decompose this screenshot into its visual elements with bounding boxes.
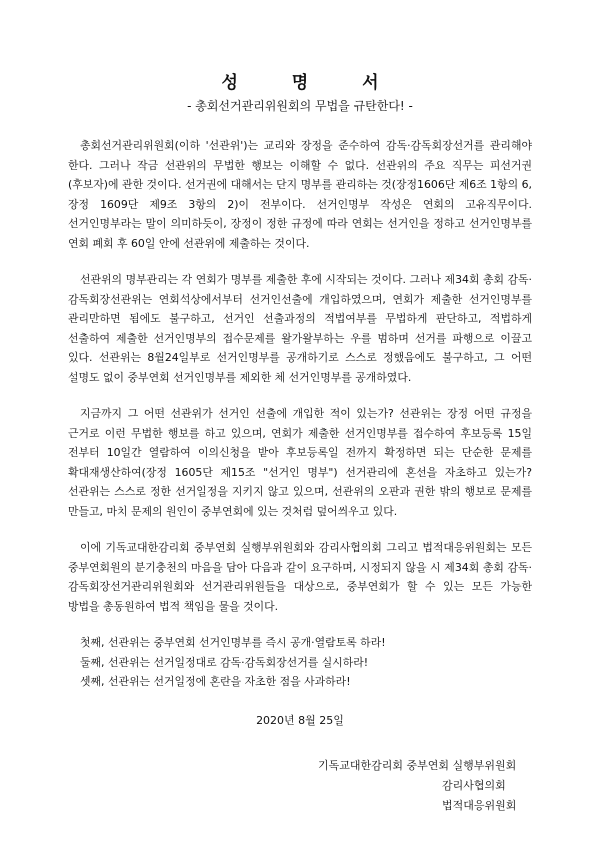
document-date: 2020년 8월 25일 bbox=[256, 713, 344, 727]
demand-1: 첫째, 선관위는 중부연회 선거인명부를 즉시 공개·열람토록 하라! bbox=[80, 636, 386, 649]
document-title: 성 명 서 bbox=[221, 73, 403, 93]
paragraph-4: 이에 기독교대한감리회 중부연회 실행부위원회와 감리사협의회 그리고 법적대응위원회는 모든 중부연회원의 분기충천의 마음을 담아 다음과 같이 요구하며, 시정되지 않을 시 제34회 총회 감독·감독회장선거관리위원회와 선거관리위원들을 대상으로, 중부연회가 할 수 있는 모든 가능한 방법을 총동원하여 법적 책임을 물을 것이다. bbox=[68, 541, 532, 613]
signer-superintendents-council: 감리사협의회 bbox=[442, 778, 506, 792]
demand-2: 둘째, 선관위는 선거일정대로 감독·감독회장선거를 실시하라! bbox=[80, 655, 369, 669]
document-subtitle: - 총회선거관리위원회의 무법을 규탄한다! - bbox=[187, 99, 413, 113]
demand-3: 셋째, 선관위는 선거일정에 혼란을 자초한 점을 사과하라! bbox=[80, 675, 351, 688]
paragraph-2: 선관위의 명부관리는 각 연회가 명부를 제출한 후에 시작되는 것이다. 그러나 제34회 총회 감독·감독회장선관위는 연회석상에서부터 선거인선출에 개입하였으며, 연회가 제출한 선거인명부를 관리만하면 됨에도 불구하고, 선거인 선출과정의 적법여부를 무법하게 판단하고, 적법하게 선출하여 제출한 선거인명부의 접수문제를 왈가왈부하는 우를 범하며 선거를 파행으로 이끌고 있다. 선관위는 8월24일부로 선거인명부를 공개하기로 스스로 정했음에도 불구하고, 그 어떤 설명도 없이 중부연회 선거인명부를 제외한 체 선거인명부를 공개하였다. bbox=[68, 273, 532, 384]
demand-list bbox=[80, 633, 532, 692]
signer-executive-committee: 기독교대한감리회 중부연회 실행부위원회 bbox=[318, 758, 517, 772]
signer-block bbox=[318, 756, 532, 816]
paragraph-3: 지금까지 그 어떤 선관위가 선거인 선출에 개입한 적이 있는가? 선관위는 장정 어떤 규정을 근거로 이런 무법한 행보를 하고 있으며, 연회가 제출한 선거인명부를 접수하여 후보등록 15일 전부터 10일간 열람하여 이의신청을 받아 후보등록일 전까지 확정하면 되는 단순한 문제를 확대재생산하여(장정 1605단 제15조 "선거인 명부") 선거관리에 혼선을 자초하고 있는가? 선관위는 스스로 정한 선거일정을 지키지 않고 있으며, 선관위의 오판과 권한 밖의 행보로 문제를 만들고, 마치 문제의 원인이 중부연회에 있는 것처럼 덮어씌우고 있다. bbox=[68, 407, 532, 518]
signer-legal-committee: 법적대응위원회 bbox=[442, 798, 517, 812]
paragraph-1: 총회선거관리위원회(이하 '선관위')는 교리와 장정을 준수하여 감독·감독회장선거를 관리해야 한다. 그러나 작금 선관위의 무법한 행보는 이해할 수 없다. 선관위의 주요 직무는 피선거권(후보자)에 관한 것이다. 선거권에 대해서는 단지 명부를 관리하는 것(장정1606단 제6조 1항의 6, 장정 1609단 제9조 3항의 2)이 전부이다. 선거인명부 작성은 연회의 고유직무이다. 선거인명부라는 말이 의미하듯이, 장정이 정한 규정에 따라 연회는 선거인을 정하고 선거인명부를 연회 폐회 후 60일 안에 선관위에 제출하는 것이다. bbox=[68, 139, 532, 250]
